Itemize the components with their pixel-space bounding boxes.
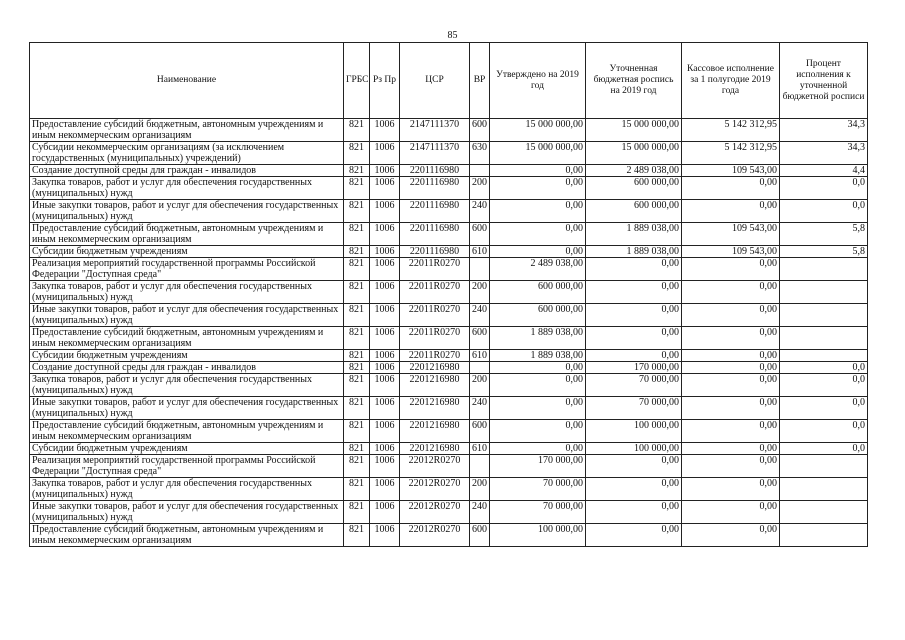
cell-grbs: 821 (344, 304, 370, 327)
cell-refined: 600 000,00 (586, 200, 682, 223)
cell-refined: 600 000,00 (586, 177, 682, 200)
cell-csr: 2201216980 (400, 362, 470, 374)
table-row (30, 246, 868, 258)
cell-refined: 15 000 000,00 (586, 142, 682, 165)
cell-rzpr: 1006 (370, 327, 400, 350)
cell-grbs: 821 (344, 165, 370, 177)
cell-approved: 2 489 038,00 (490, 258, 586, 281)
header-refined: Уточненная бюджетная роспись на 2019 год (586, 43, 682, 119)
cell-cash: 0,00 (682, 374, 780, 397)
cell-percent: 0,0 (780, 200, 868, 223)
cell-refined: 0,00 (586, 455, 682, 478)
cell-percent (780, 478, 868, 501)
cell-approved: 0,00 (490, 165, 586, 177)
cell-csr: 2201116980 (400, 177, 470, 200)
cell-approved: 0,00 (490, 397, 586, 420)
cell-csr: 22012R0270 (400, 501, 470, 524)
cell-refined: 0,00 (586, 524, 682, 547)
cell-grbs: 821 (344, 350, 370, 362)
cell-name: Создание доступной среды для граждан - инвалидов (30, 362, 344, 374)
cell-grbs: 821 (344, 443, 370, 455)
cell-name: Закупка товаров, работ и услуг для обеспечения государственных (муниципальных) нужд (30, 374, 344, 397)
table-row (30, 281, 868, 304)
page-number: 85 (447, 30, 458, 41)
cell-grbs: 821 (344, 397, 370, 420)
cell-percent (780, 524, 868, 547)
cell-name: Субсидии бюджетным учреждениям (30, 350, 344, 362)
cell-vr (470, 258, 490, 281)
cell-name: Предоставление субсидий бюджетным, автономным учреждениям и иным некоммерческим организациям (30, 223, 344, 246)
cell-cash: 0,00 (682, 362, 780, 374)
cell-percent: 34,3 (780, 119, 868, 142)
cell-vr: 610 (470, 443, 490, 455)
cell-csr: 22011R0270 (400, 304, 470, 327)
cell-percent: 34,3 (780, 142, 868, 165)
cell-grbs: 821 (344, 177, 370, 200)
cell-approved: 0,00 (490, 362, 586, 374)
cell-cash: 109 543,00 (682, 165, 780, 177)
cell-csr: 2201116980 (400, 165, 470, 177)
cell-refined: 2 489 038,00 (586, 165, 682, 177)
cell-csr: 2201116980 (400, 223, 470, 246)
cell-rzpr: 1006 (370, 281, 400, 304)
table-row (30, 304, 868, 327)
cell-refined: 100 000,00 (586, 443, 682, 455)
cell-percent (780, 258, 868, 281)
cell-name: Иные закупки товаров, работ и услуг для обеспечения государственных (муниципальных) нужд (30, 304, 344, 327)
cell-refined: 0,00 (586, 258, 682, 281)
cell-name: Предоставление субсидий бюджетным, автономным учреждениям и иным некоммерческим организациям (30, 327, 344, 350)
cell-csr: 2201116980 (400, 200, 470, 223)
cell-csr: 2201216980 (400, 374, 470, 397)
cell-refined: 0,00 (586, 304, 682, 327)
table-row (30, 524, 868, 547)
cell-approved: 1 889 038,00 (490, 327, 586, 350)
header-cash: Кассовое исполнение за 1 полугодие 2019 года (682, 43, 780, 119)
cell-name: Иные закупки товаров, работ и услуг для обеспечения государственных (муниципальных) нужд (30, 397, 344, 420)
table-row (30, 478, 868, 501)
cell-percent (780, 304, 868, 327)
cell-refined: 170 000,00 (586, 362, 682, 374)
cell-cash: 0,00 (682, 420, 780, 443)
header-rzpr: Рз Пр (370, 43, 400, 119)
cell-name: Предоставление субсидий бюджетным, автономным учреждениям и иным некоммерческим организациям (30, 119, 344, 142)
cell-refined: 100 000,00 (586, 420, 682, 443)
cell-approved: 70 000,00 (490, 501, 586, 524)
cell-approved: 1 889 038,00 (490, 350, 586, 362)
cell-rzpr: 1006 (370, 524, 400, 547)
cell-refined: 70 000,00 (586, 374, 682, 397)
cell-grbs: 821 (344, 478, 370, 501)
cell-rzpr: 1006 (370, 374, 400, 397)
cell-grbs: 821 (344, 246, 370, 258)
cell-name: Субсидии некоммерческим организациям (за исключением государственных (муниципальных) учреждений) (30, 142, 344, 165)
cell-refined: 1 889 038,00 (586, 223, 682, 246)
cell-cash: 0,00 (682, 177, 780, 200)
cell-rzpr: 1006 (370, 362, 400, 374)
cell-rzpr: 1006 (370, 165, 400, 177)
cell-name: Субсидии бюджетным учреждениям (30, 246, 344, 258)
table-row (30, 258, 868, 281)
budget-table (29, 42, 868, 547)
cell-approved: 600 000,00 (490, 304, 586, 327)
cell-rzpr: 1006 (370, 443, 400, 455)
cell-rzpr: 1006 (370, 177, 400, 200)
cell-cash: 0,00 (682, 443, 780, 455)
cell-name: Создание доступной среды для граждан - инвалидов (30, 165, 344, 177)
cell-rzpr: 1006 (370, 304, 400, 327)
cell-percent: 0,0 (780, 177, 868, 200)
cell-approved: 600 000,00 (490, 281, 586, 304)
cell-csr: 2201116980 (400, 246, 470, 258)
cell-grbs: 821 (344, 362, 370, 374)
cell-name: Иные закупки товаров, работ и услуг для обеспечения государственных (муниципальных) нужд (30, 200, 344, 223)
cell-vr (470, 362, 490, 374)
cell-refined: 1 889 038,00 (586, 246, 682, 258)
cell-percent: 0,0 (780, 397, 868, 420)
cell-refined: 0,00 (586, 281, 682, 304)
table-row (30, 501, 868, 524)
table-row (30, 200, 868, 223)
cell-percent (780, 350, 868, 362)
cell-rzpr: 1006 (370, 350, 400, 362)
table-header-row (30, 43, 868, 119)
cell-refined: 15 000 000,00 (586, 119, 682, 142)
cell-csr: 2201216980 (400, 420, 470, 443)
cell-rzpr: 1006 (370, 420, 400, 443)
cell-vr: 200 (470, 374, 490, 397)
cell-csr: 2147111370 (400, 119, 470, 142)
cell-cash: 0,00 (682, 350, 780, 362)
cell-approved: 0,00 (490, 223, 586, 246)
cell-csr: 2147111370 (400, 142, 470, 165)
cell-grbs: 821 (344, 119, 370, 142)
cell-cash: 0,00 (682, 327, 780, 350)
cell-vr: 610 (470, 350, 490, 362)
cell-grbs: 821 (344, 374, 370, 397)
cell-grbs: 821 (344, 142, 370, 165)
cell-grbs: 821 (344, 501, 370, 524)
cell-vr: 240 (470, 501, 490, 524)
cell-vr: 600 (470, 420, 490, 443)
cell-refined: 70 000,00 (586, 397, 682, 420)
table-row (30, 177, 868, 200)
cell-vr: 240 (470, 200, 490, 223)
table-row (30, 374, 868, 397)
cell-cash: 0,00 (682, 258, 780, 281)
cell-rzpr: 1006 (370, 455, 400, 478)
cell-cash: 0,00 (682, 281, 780, 304)
cell-vr: 240 (470, 304, 490, 327)
cell-grbs: 821 (344, 223, 370, 246)
table-row (30, 223, 868, 246)
header-vr: ВР (470, 43, 490, 119)
cell-rzpr: 1006 (370, 397, 400, 420)
cell-grbs: 821 (344, 258, 370, 281)
cell-vr: 630 (470, 142, 490, 165)
cell-rzpr: 1006 (370, 501, 400, 524)
cell-cash: 0,00 (682, 524, 780, 547)
header-approved: Утверждено на 2019 год (490, 43, 586, 119)
cell-vr: 600 (470, 223, 490, 246)
cell-approved: 0,00 (490, 374, 586, 397)
cell-percent: 0,0 (780, 374, 868, 397)
cell-csr: 2201216980 (400, 397, 470, 420)
cell-rzpr: 1006 (370, 223, 400, 246)
cell-name: Закупка товаров, работ и услуг для обеспечения государственных (муниципальных) нужд (30, 281, 344, 304)
cell-grbs: 821 (344, 281, 370, 304)
cell-approved: 100 000,00 (490, 524, 586, 547)
cell-rzpr: 1006 (370, 142, 400, 165)
cell-cash: 0,00 (682, 501, 780, 524)
cell-approved: 0,00 (490, 443, 586, 455)
cell-approved: 70 000,00 (490, 478, 586, 501)
cell-approved: 170 000,00 (490, 455, 586, 478)
cell-refined: 0,00 (586, 478, 682, 501)
cell-percent: 5,8 (780, 246, 868, 258)
cell-rzpr: 1006 (370, 246, 400, 258)
cell-approved: 0,00 (490, 177, 586, 200)
table-row (30, 165, 868, 177)
cell-approved: 0,00 (490, 420, 586, 443)
cell-name: Субсидии бюджетным учреждениям (30, 443, 344, 455)
cell-cash: 0,00 (682, 304, 780, 327)
cell-percent: 0,0 (780, 420, 868, 443)
header-grbs: ГРБС (344, 43, 370, 119)
cell-percent: 4,4 (780, 165, 868, 177)
cell-cash: 0,00 (682, 455, 780, 478)
cell-cash: 0,00 (682, 200, 780, 223)
cell-csr: 2201216980 (400, 443, 470, 455)
cell-percent: 5,8 (780, 223, 868, 246)
cell-vr: 240 (470, 397, 490, 420)
table-row (30, 420, 868, 443)
cell-vr: 600 (470, 119, 490, 142)
cell-vr: 610 (470, 246, 490, 258)
cell-refined: 0,00 (586, 501, 682, 524)
cell-grbs: 821 (344, 455, 370, 478)
cell-rzpr: 1006 (370, 258, 400, 281)
cell-rzpr: 1006 (370, 200, 400, 223)
cell-refined: 0,00 (586, 327, 682, 350)
cell-name: Предоставление субсидий бюджетным, автономным учреждениям и иным некоммерческим организациям (30, 420, 344, 443)
cell-percent (780, 455, 868, 478)
cell-csr: 22012R0270 (400, 455, 470, 478)
cell-name: Иные закупки товаров, работ и услуг для обеспечения государственных (муниципальных) нужд (30, 501, 344, 524)
cell-csr: 22012R0270 (400, 524, 470, 547)
cell-percent: 0,0 (780, 443, 868, 455)
table-row (30, 350, 868, 362)
header-name: Наименование (30, 43, 344, 119)
cell-vr: 200 (470, 177, 490, 200)
cell-approved: 0,00 (490, 200, 586, 223)
cell-csr: 22011R0270 (400, 258, 470, 281)
cell-rzpr: 1006 (370, 119, 400, 142)
cell-grbs: 821 (344, 327, 370, 350)
cell-vr (470, 455, 490, 478)
cell-name: Реализация мероприятий государственной программы Российской Федерации "Доступная среда" (30, 455, 344, 478)
cell-name: Реализация мероприятий государственной программы Российской Федерации "Доступная среда" (30, 258, 344, 281)
cell-percent (780, 281, 868, 304)
cell-vr: 600 (470, 524, 490, 547)
header-percent: Процент исполнения к уточненной бюджетной росписи (780, 43, 868, 119)
cell-approved: 15 000 000,00 (490, 119, 586, 142)
cell-csr: 22011R0270 (400, 350, 470, 362)
cell-csr: 22011R0270 (400, 327, 470, 350)
cell-grbs: 821 (344, 200, 370, 223)
cell-grbs: 821 (344, 524, 370, 547)
header-csr: ЦСР (400, 43, 470, 119)
cell-cash: 0,00 (682, 397, 780, 420)
cell-approved: 15 000 000,00 (490, 142, 586, 165)
cell-name: Закупка товаров, работ и услуг для обеспечения государственных (муниципальных) нужд (30, 478, 344, 501)
cell-approved: 0,00 (490, 246, 586, 258)
cell-vr: 600 (470, 327, 490, 350)
cell-vr: 200 (470, 478, 490, 501)
cell-cash: 109 543,00 (682, 223, 780, 246)
cell-vr: 200 (470, 281, 490, 304)
cell-name: Предоставление субсидий бюджетным, автономным учреждениям и иным некоммерческим организациям (30, 524, 344, 547)
table-row (30, 455, 868, 478)
cell-cash: 5 142 312,95 (682, 119, 780, 142)
cell-refined: 0,00 (586, 350, 682, 362)
table-row (30, 119, 868, 142)
table-row (30, 327, 868, 350)
cell-percent (780, 327, 868, 350)
cell-cash: 109 543,00 (682, 246, 780, 258)
cell-rzpr: 1006 (370, 478, 400, 501)
cell-cash: 5 142 312,95 (682, 142, 780, 165)
cell-name: Закупка товаров, работ и услуг для обеспечения государственных (муниципальных) нужд (30, 177, 344, 200)
cell-percent: 0,0 (780, 362, 868, 374)
table-row (30, 362, 868, 374)
cell-percent (780, 501, 868, 524)
cell-cash: 0,00 (682, 478, 780, 501)
table-row (30, 443, 868, 455)
cell-grbs: 821 (344, 420, 370, 443)
cell-csr: 22012R0270 (400, 478, 470, 501)
cell-vr (470, 165, 490, 177)
cell-csr: 22011R0270 (400, 281, 470, 304)
table-row (30, 397, 868, 420)
table-row (30, 142, 868, 165)
